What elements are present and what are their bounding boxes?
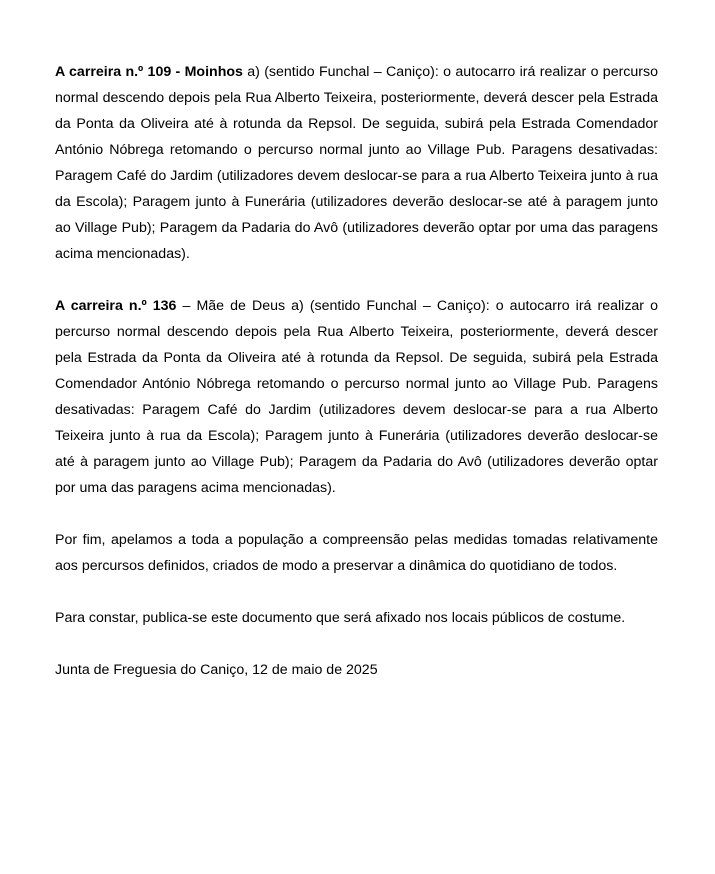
paragraph-carreira-136 xyxy=(55,293,658,501)
paragraph-body: a) (sentido Funchal – Caniço): o autocarro irá realizar o percurso normal descendo depois pela Rua Alberto Teixeira, posteriormente, deverá descer pela Estrada da Ponta da Oliveira até à rotunda da Repsol. De seguida, subirá pela Estrada Comendador António Nóbrega retomando o percurso normal junto ao Village Pub. Paragens desativadas: Paragem Café do Jardim (utilizadores devem deslocar-se para a rua Alberto Teixeira junto à rua da Escola); Paragem junto à Funerária (utilizadores deverão deslocar-se até à paragem junto ao Village Pub); Paragem da Padaria do Avô (utilizadores deverão optar por uma das paragens acima mencionadas). xyxy=(55,64,658,262)
paragraph-body: Junta de Freguesia do Caniço, 12 de maio de 2025 xyxy=(55,662,378,678)
paragraph-carreira-109 xyxy=(55,59,658,267)
paragraph-appeal xyxy=(55,527,658,579)
paragraph-publication-notice xyxy=(55,605,658,631)
paragraph-body: – Mãe de Deus a) (sentido Funchal – Caniço): o autocarro irá realizar o percurso normal descendo depois pela Rua Alberto Teixeira, posteriormente, deverá descer pela Estrada da Ponta da Oliveira até à rotunda da Repsol. De seguida, subirá pela Estrada Comendador António Nóbrega retomando o percurso normal junto ao Village Pub. Paragens desativadas: Paragem Café do Jardim (utilizadores devem deslocar-se para a rua Alberto Teixeira junto à rua da Escola); Paragem junto à Funerária (utilizadores deverão deslocar-se até à paragem junto ao Village Pub); Paragem da Padaria do Avô (utilizadores deverão optar por uma das paragens acima mencionadas). xyxy=(55,298,658,496)
paragraph-body: Para constar, publica-se este documento que será afixado nos locais públicos de costume. xyxy=(55,610,626,626)
signature-date-line xyxy=(55,657,658,683)
paragraph-lead: A carreira n.º 109 - Moinhos xyxy=(55,64,243,80)
paragraph-body: Por fim, apelamos a toda a população a compreensão pelas medidas tomadas relativamente aos percursos definidos, criados de modo a preservar a dinâmica do quotidiano de todos. xyxy=(55,532,658,574)
paragraph-lead: A carreira n.º 136 xyxy=(55,298,177,314)
